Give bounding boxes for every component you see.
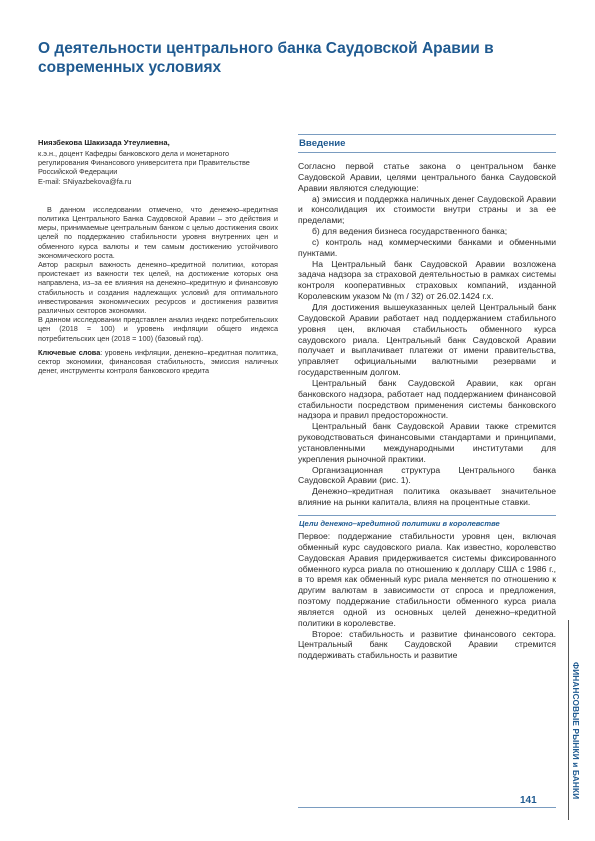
- body-paragraph: а) эмиссия и поддержка наличных денег Саудовской Аравии и консолидация их стоимости внутри страны и за ее пределами;: [298, 193, 556, 226]
- footer-rule: [298, 807, 556, 808]
- body-paragraph: Согласно первой статье закона о центральном банке Саудовской Аравии, целями центрального банка Саудовской Аравии являются следующие:: [298, 161, 556, 193]
- abstract-paragraph: В данном исследовании представлен анализ индекс потребительских цен (2018 = 100) и уровень инфляции общего индекса потребительских цен (2018 = 100) (базовый год).: [38, 315, 278, 343]
- abstract: [38, 205, 278, 343]
- body-paragraph: Для достижения вышеуказанных целей Центральный банк Саудовской Аравии работает над поддержанием стабильного уровня цен, включая стабильность обменного курса саудовского риала. Центральный банк Саудовской Аравии получает и выплачивает платежи от имени правительства, управляет официальными валютными резервами и государственным долгом.: [298, 301, 556, 378]
- author-info-line: к.э.н., доцент Кафедры банковского дела и монетарного: [38, 149, 230, 158]
- author-info-line: Российской Федерации: [38, 167, 118, 177]
- keywords-text: : уровень инфляции, денежно–кредитная политика, сектор экономики, финансовая стабильность, эмиссия наличных денег, инструменты контроля банковского кредита: [38, 347, 278, 376]
- keywords: [38, 348, 278, 376]
- page-number: 141: [520, 795, 537, 806]
- body-paragraph: Центральный банк Саудовской Аравии, как орган банковского надзора, работает над поддержанием финансовой стабильности посредством применения системы банковского надзора и правил предосторожности.: [298, 377, 556, 421]
- sidebar-divider: [568, 620, 569, 820]
- keywords-label: Ключевые слова: [38, 347, 101, 357]
- main-column: [298, 134, 556, 661]
- body-paragraph: Организационная структура Центрального банка Саудовской Аравии (рис. 1).: [298, 464, 556, 486]
- intro-heading: Введение: [299, 138, 346, 149]
- body-paragraph: Центральный банк Саудовской Аравии также стремится руководствоваться финансовыми стандартами и принципами, установленными международными институтами для укрепления рыночной практики.: [298, 421, 556, 464]
- body-paragraph: Первое: поддержание стабильности уровня цен, включая обменный курс саудовского риала. Как известно, королевство Саудовская Аравия придерживается системы фиксированного обменного курса риала по отношению к доллару США с 1986 г., в то время как обменный курс риала меняется по отношению к другим валютам в зависимости от спроса и предложения, поэтому поддержание стабильности обменного курса риала является одной из основных целей денежно–кредитной политики в королевстве.: [298, 531, 556, 628]
- abstract-paragraph: Автор раскрыл важность денежно–кредитной политики, которая проистекает из важности тех целей, на достижение которых она направлена, из–за ее влияния на денежно–кредитную и финансовую стабильность и создания надлежащих условий для оптимального инвестирования экономических ресурсов и достижения развития различных секторов экономики.: [38, 260, 278, 316]
- section-rule: [298, 134, 556, 135]
- intro-body: [298, 161, 556, 508]
- author-name: Ниязбекова Шакизада Утеулиевна,: [38, 138, 170, 147]
- author-info-line: регулирования Финансового университета при Правительстве: [38, 158, 250, 168]
- section-rule: [298, 152, 556, 153]
- body-paragraph: Второе: стабильность и развитие финансового сектора. Центральный банк Саудовской Аравии стремится поддерживать стабильность и развитие: [298, 628, 556, 661]
- article-title: О деятельности центрального банка Саудовской Аравии в современных условиях: [38, 40, 494, 76]
- abstract-paragraph: В данном исследовании отмечено, что денежно–кредитная политика Центрального Банка Саудовской Аравии – это действия и меры, принимаемые центральным банком с целью достижения своих целей по поддержанию стабильности уровня внутренних цен и обменного курса валюты и тем самым достижению устойчивого экономического роста.: [38, 204, 278, 260]
- body-paragraph: с) контроль над коммерческими банками и обменными пунктами.: [298, 236, 556, 258]
- body-paragraph: Денежно–кредитная политика оказывает значительное влияние на рынки капитала, влияя на процентные ставки.: [298, 486, 556, 508]
- body-paragraph: На Центральный банк Саудовской Аравии возложена задача надзора за страховой деятельностью в рамках системы контроля кооперативных страховых компаний, изданной Королевским указом № (m / 32) от 26.02.1424 г.х.: [298, 258, 556, 302]
- author-column: [38, 138, 278, 375]
- goals-body: [298, 531, 556, 661]
- goals-heading: Цели денежно–кредитной политики в королевстве: [298, 515, 556, 531]
- author-email: E-mail: SNiyazbekova@fa.ru: [38, 176, 132, 186]
- journal-section-text: ФИНАНСОВЫЕ РЫНКИ и БАНКИ: [571, 662, 580, 800]
- body-paragraph: б) для ведения бизнеса государственного банка;: [312, 226, 508, 237]
